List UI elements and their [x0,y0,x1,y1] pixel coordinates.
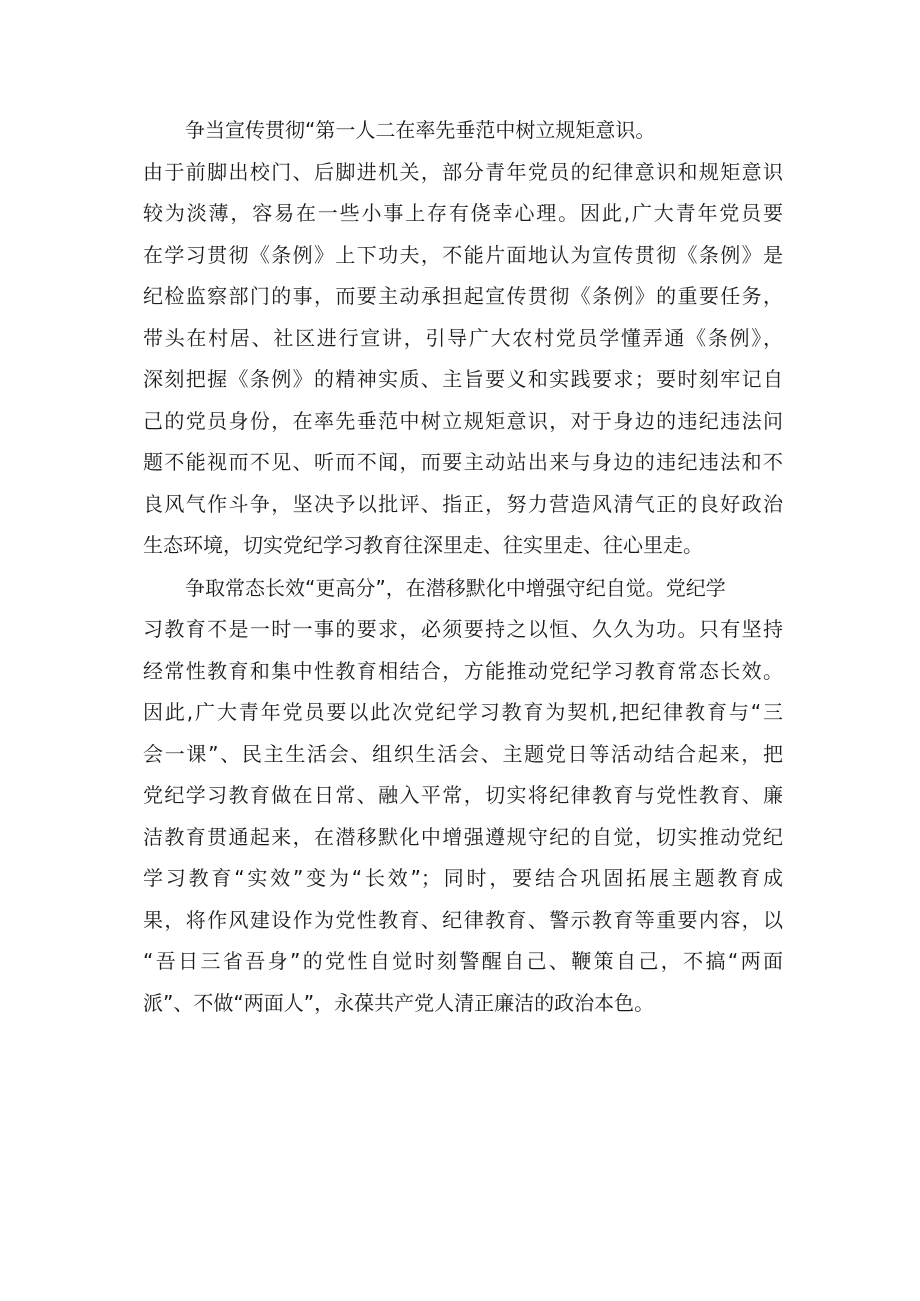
text-line: 己的党员身份，在率先垂范中树立规矩意识，对于身边的违纪违法问 [143,408,783,433]
text-line: 争当宣传贯彻“第一人二在率先垂范中树立规矩意识。 [185,118,656,142]
text-line: 党纪学习教育做在日常、融入平常，切实将纪律教育与党性教育、廉 [143,783,783,807]
text-line: 带头在村居、社区进行宣讲，引导广大农村党员学懂弄通《条例》， [143,325,783,350]
text-line: 题不能视而不见、听而不闻，而要主动站出来与身边的违纪违法和不 [143,450,783,474]
text-line: 争取常态长效“更高分”，在潜移默化中增强守纪自觉。党纪学 [185,575,726,600]
text-line: 学习教育“实效”变为“长效”；同时，要结合巩固拓展主题教育成 [143,866,783,890]
text-line: 由于前脚出校门、后脚进机关，部分青年党员的纪律意识和规矩意识 [143,159,783,184]
text-line: 深刻把握《条例》的精神实质、主旨要义和实践要求；要时刻牢记自 [143,367,783,391]
text-line: 经常性教育和集中性教育相结合，方能推动党纪学习教育常态长效。 [143,658,783,683]
text-line: 果，将作风建设作为党性教育、纪律教育、警示教育等重要内容，以 [143,907,783,932]
text-line: 纪检监察部门的事，而要主动承担起宣传贯彻《条例》的重要任务， [143,284,783,308]
text-line: 在学习贯彻《条例》上下功夫，不能片面地认为宣传贯彻《条例》是 [143,242,783,267]
paragraph-2 [143,568,783,1025]
text-line: “吾日三省吾身”的党性自觉时刻警醒自己、鞭策自己，不搞“两面 [143,949,783,973]
text-line: 较为淡薄，容易在一些小事上存有侥幸心理。因此,广大青年党员要 [143,201,783,225]
paragraph-1 [143,110,783,567]
text-line: 洁教育贯通起来，在潜移默化中增强遵规守纪的自觉，切实推动党纪 [143,824,783,849]
document-body [143,110,783,1024]
text-line: 习教育不是一时一事的要求，必须要持之以恒、久久为功。只有坚持 [143,617,783,641]
text-line: 生态环境，切实党纪学习教育往深里走、往实里走、往心里走。 [143,533,703,557]
text-line: 因此,广大青年党员要以此次党纪学习教育为契机,把纪律教育与“三 [143,700,783,724]
text-line: 会一课”、民主生活会、组织生活会、主题党日等活动结合起来，把 [143,741,783,766]
text-line: 良风气作斗争，坚决予以批评、指正，努力营造风清气正的良好政治 [143,491,783,516]
text-line: 派”、不做“两面人”，永葆共产党人清正廉洁的政治本色。 [143,990,655,1015]
